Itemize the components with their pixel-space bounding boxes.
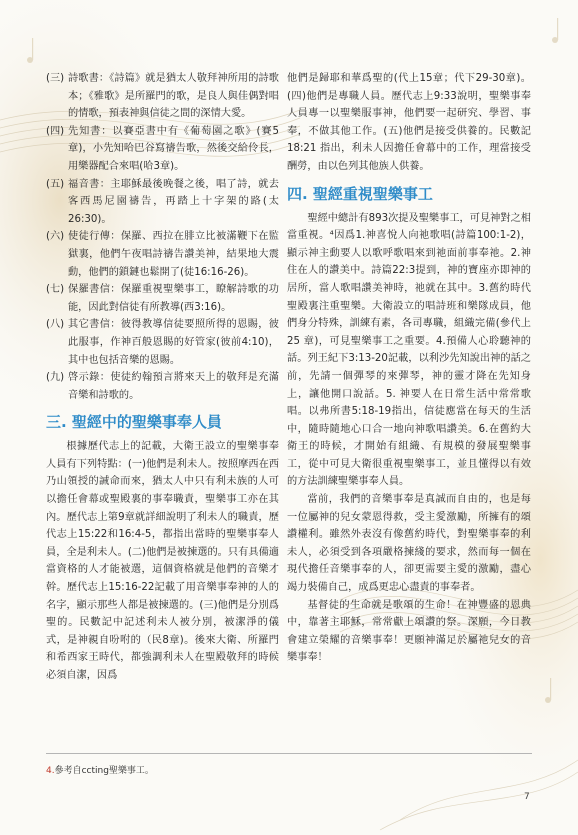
- list-item-text: 保羅書信：保羅重視聖樂事工，瞭解詩歌的功能，因此對信徒有所教導(西3:16)。: [68, 284, 279, 313]
- list-item-text: 啓示錄：使徒約翰預言將來天上的敬拜是充滿音樂和詩歌的。: [68, 372, 279, 401]
- list-item: [46, 369, 279, 404]
- list-item-text: 先知書：以賽亞書中有《葡萄園之歌》(賽5章)，小先知哈巴谷寫禱告歌，然後交給伶長，用樂器配合來唱(哈3章)。: [68, 125, 279, 172]
- section-heading-4: 四. 聖經重視聖樂事工: [287, 184, 433, 203]
- section-4-paragraph: 基督徒的生命就是歌頌的生命！在神豐盛的恩典中，靠著主耶穌，常常獻上頌讚的祭。深願，今日教會建立榮耀的音樂事奉！更願神滿足於屬祂兒女的音樂事奉！: [287, 599, 531, 664]
- list-marker: (八): [46, 319, 65, 331]
- bible-books-list: [46, 70, 279, 404]
- footnote-number: 4.: [46, 766, 55, 776]
- list-marker: (六): [46, 231, 65, 243]
- list-item: [46, 123, 279, 176]
- left-column: [46, 70, 279, 685]
- list-marker: (五): [46, 178, 65, 190]
- section-heading-3: 三. 聖經中的聖樂事奉人員: [46, 413, 222, 432]
- footnote-divider: [46, 753, 532, 754]
- list-item: [46, 70, 279, 123]
- list-item: [46, 176, 279, 229]
- section-4-paragraph: 當前，我們的音樂事奉是真誠而自由的，也是每一位屬神的兒女蒙恩得救，受主愛激勵，所擁有的頌讚權利。雖然外表沒有像舊約時代，對聖樂事奉的利未人，必須受到各項嚴格揀綫的要求，然而每一個在現代擔任音樂事奉的人，卻更需要主愛的激勵，盡心竭力裝備自己，成爲更忠心盡責的事奉者。: [287, 494, 531, 594]
- list-item-text: 其它書信：彼得教導信徒要照所得的恩賜，彼此服事，作神百般恩賜的好管家(彼前4:10)，其中也包括音樂的恩賜。: [68, 319, 279, 366]
- page-number: 7: [524, 792, 530, 802]
- section-3-body: 根據歷代志上的記載，大衛王設立的聖樂事奉人員有下列特點：(一)他們是利未人。按照摩西在西乃山領授的誡命而來，猶太人中只有利未族的人可以擔任會幕或聖殿裏的事奉職責，聖樂事工亦在其內。歷代志上第9章就詳細說明了利未人的職責，歷代志上15:22和16:4-5，都指出當時的聖樂事奉人員，全是利未人。(二)他們是被揀選的。只有具備適當資格的人才能被選，這個資格就是他們的音樂才幹。歷代志上15:16-22記載了用音樂事奉神的人的名字，顯示那些人都是被揀選的。(三)他們是分別爲聖的。民數記中記述利未人被分別，被潔淨的儀式，是神親自吩咐的（民8章)。後來大衛、所羅門和希西家王時代，都強調利未人在聖殿敬拜的時候必須自潔，因爲: [46, 441, 279, 681]
- list-item: [46, 228, 279, 281]
- list-marker: (九): [46, 372, 65, 384]
- footnote-text: 參考自ccting聖樂事工。: [54, 766, 154, 776]
- list-item: [46, 316, 279, 369]
- section-4-paragraph: 聖經中總計有893次提及聖樂事工，可見神對之相當重視。⁴因爲1.神喜悅人向祂歌唱(詩篇100:1-2)，顯示神主動要人以歌呼歌唱來到祂面前事奉祂。2.神住在人的讚美中。詩篇22:3提到，神的寶座亦即神的居所，當人歌唱讚美神時，祂就在其中。3.舊約時代聖殿裏注重聖樂。大衛設立的唱詩班和樂隊成員，他們身分特殊，訓練有素，各司專職，組織完備(參代上25 章)，可見聖樂事工之重要。4.預備人心聆聽神的話。列王紀下3:13-20記載，以利沙先知說出神的話之前，先請一個彈琴的來彈琴，神的靈才降在先知身上，讓他開口說話。5. 神要人在日常生活中常常歌唱。以弗所書5:18-19指出，信徒應當在每天的生活中，隨時隨地心口合一地向神歌唱讚美。6.在舊約大衛王的時候，才開始有組織、有規模的發展聖樂事工，從中可見大衛很重視聖樂事工，並且懂得以有效的方法訓練聖樂事奉人員。: [287, 212, 531, 488]
- footnote: [46, 763, 154, 776]
- list-item: [46, 281, 279, 316]
- list-marker: (七): [46, 284, 65, 296]
- list-item-text: 福音書：主耶穌最後晚餐之後，唱了詩，就去客西馬尼園禱告，再踏上十字架的路(太26:30)。: [68, 178, 279, 225]
- list-marker: (四): [46, 125, 65, 137]
- list-marker: (三): [46, 73, 65, 84]
- right-column: [287, 70, 531, 667]
- section-3-continuation: 他們是歸耶和華爲聖的(代上15章；代下29-30章)。(四)他們是專職人員。歷代志上9:33說明，聖樂事奉人員專一以聖樂服事神，他們要一起研究、學習、事奉，不做其他工作。(五)他們是接受供養的。民數記18:21 指出，利未人因擔任會幕中的工作，理當接受酬勞，由以色列其他族人供養。: [287, 73, 531, 172]
- list-item-text: 詩歌書：《詩篇》就是猶太人敬拜神所用的詩歌本；《雅歌》是所羅門的歌，是良人與佳偶對唱的情歌，預表神與信徒之間的深情大愛。: [68, 73, 279, 120]
- list-item-text: 使徒行傳：保羅、西拉在腓立比被滿鞭下在監獄裏，他們午夜唱詩禱告讚美神，結果地大震動，他們的鎖鏈也鬆開了(徒16:16-26)。: [68, 231, 279, 278]
